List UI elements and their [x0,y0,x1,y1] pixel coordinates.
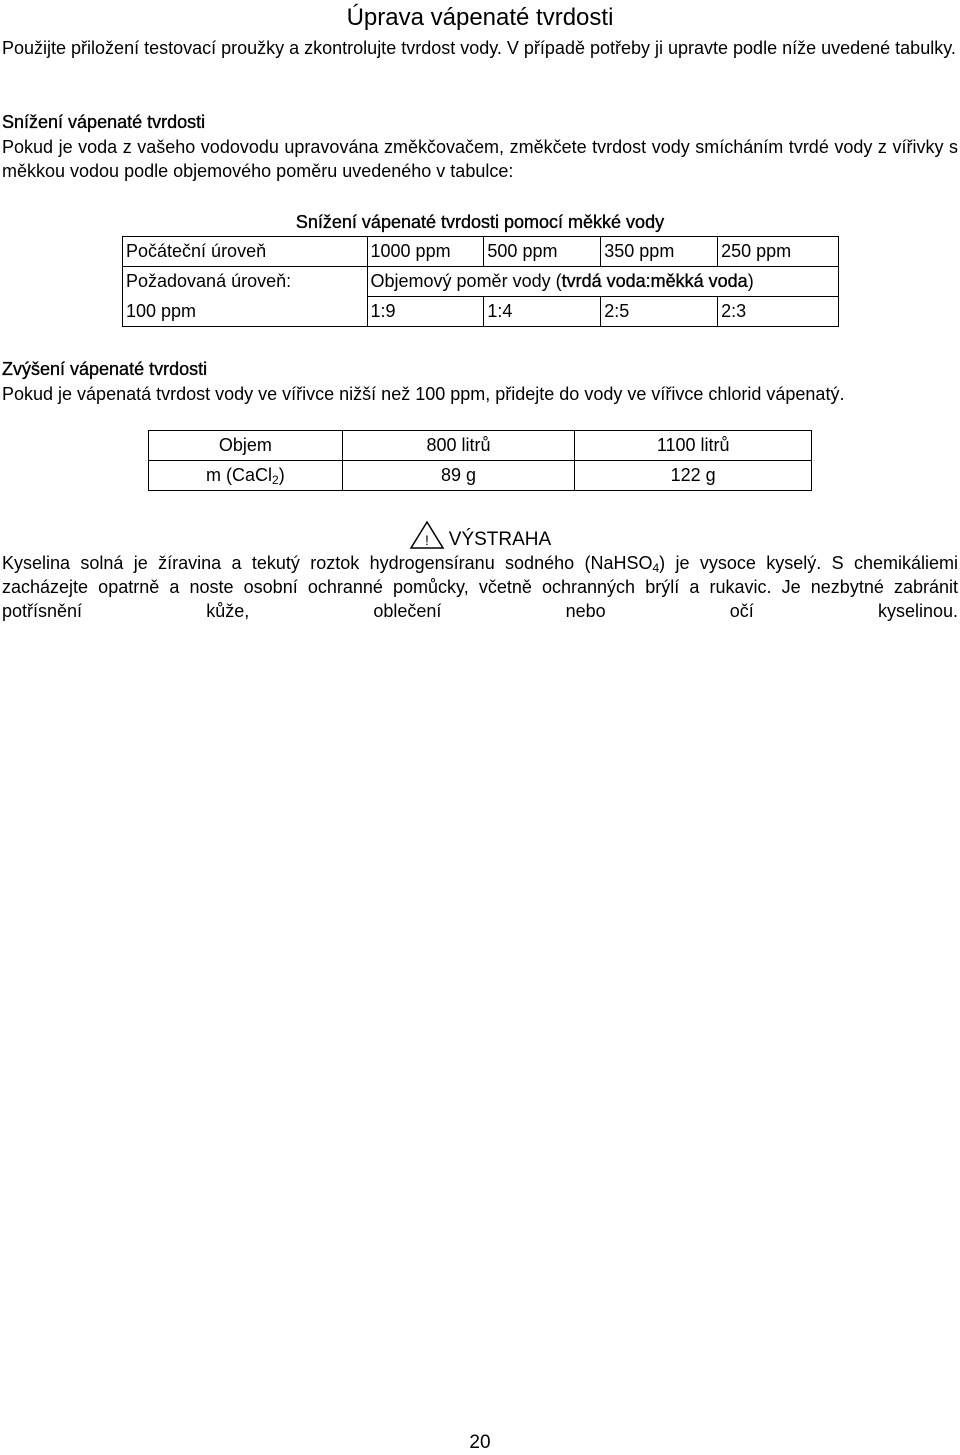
table-row [123,267,839,297]
cacl2-label-pre: m (CaCl [206,465,273,485]
warning-subscript: 4 [652,561,660,575]
ratio-cell: 1:4 [484,297,601,327]
svg-text:!: ! [424,532,429,548]
calcium-chloride-table [148,430,812,491]
warning-heading [0,520,960,554]
initial-level-cell: 1000 ppm [367,237,484,267]
cacl2-label [149,461,343,491]
cacl2-subscript: 2 [272,473,279,487]
reduce-paragraph: Pokud je voda z vašeho vodovodu upravována změkčovačem, změkčete tvrdost vody smícháním tvrdé vody z vířivky s měkkou vodou podle objemového poměru uvedeného v tabulce: [2,137,958,181]
ratio-label [367,267,838,297]
initial-level-cell: 350 ppm [601,237,718,267]
ratio-cell: 1:9 [367,297,484,327]
table1-title: Snížení vápenaté tvrdosti pomocí měkké vody [295,212,665,232]
initial-level-cell: 250 ppm [718,237,839,267]
increase-heading: Zvýšení vápenaté tvrdosti [2,359,208,379]
warning-triangle-icon [409,520,445,550]
warning-text-mid: ) je vysoce kyselý. S chemikáliemi zacházejte opatrně a noste osobní ochranné pomůcky, včetně ochranných brýlí a rukavic. [2,553,958,597]
cacl2-label-post: ) [278,465,285,485]
warning-label: VÝSTRAHA [448,529,552,550]
table-row [149,431,812,461]
warning-text [2,551,958,623]
ratio-label-bold: tvrdá voda:měkká voda [561,271,748,291]
table-row [149,461,812,491]
warning-text-pre: Kyselina solná je žíravina a tekutý roztok hydrogensíranu sodného (NaHSO [2,553,653,573]
initial-level-label: Počáteční úroveň [123,237,368,267]
softening-table [122,236,839,327]
page-number: 20 [469,1432,491,1453]
volume-header: Objem [149,431,343,461]
required-level-label: Požadovaná úroveň: [123,267,368,297]
cacl2-1100-value: 122 g [575,461,812,491]
volume-1100-header: 1100 litrů [575,431,812,461]
volume-800-header: 800 litrů [342,431,575,461]
ratio-cell: 2:5 [601,297,718,327]
cacl2-800-value: 89 g [342,461,575,491]
target-level-cell: 100 ppm [123,297,368,327]
initial-level-cell: 500 ppm [484,237,601,267]
ratio-cell: 2:3 [718,297,839,327]
table-row [123,237,839,267]
ratio-label-post: ) [747,271,754,291]
ratio-label-pre: Objemový poměr vody ( [370,271,562,291]
page-title: Úprava vápenaté tvrdosti [346,4,614,31]
reduce-heading: Snížení vápenaté tvrdosti [2,112,206,132]
table-row [123,297,839,327]
intro-paragraph: Použijte přiložení testovací proužky a zkontrolujte tvrdost vody. V případě potřeby ji upravte podle níže uvedené tabulky. [2,38,956,58]
warning-text-end: Je nezbytné zabránit potřísnění kůže, oblečení nebo očí kyselinou. [2,577,959,621]
increase-paragraph: Pokud je vápenatá tvrdost vody ve vířivce nižší než 100 ppm, přidejte do vody ve vířivce chlorid vápenatý. [2,384,845,404]
